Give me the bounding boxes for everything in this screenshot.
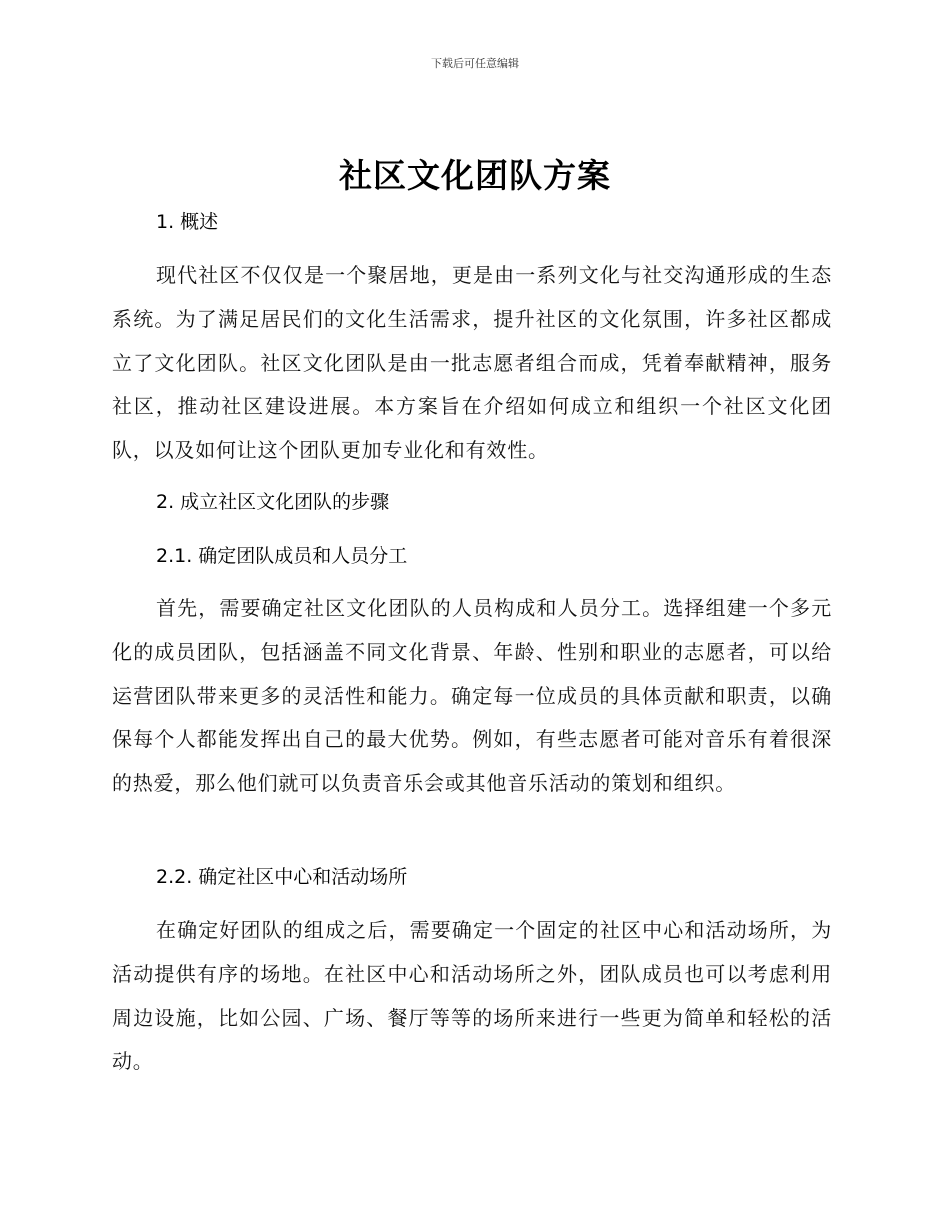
section-team-members-body (112, 587, 832, 806)
paragraph-venue: 在确定好团队的组成之后，需要确定一个固定的社区中心和活动场所，为活动提供有序的场地。在社区中心和活动场所之外，团队成员也可以考虑利用周边设施，比如公园、广场、餐厅等等的场所来进行一些更为简单和轻松的活动。 (112, 918, 832, 1074)
header-note: 下载后可任意编辑 (431, 57, 519, 70)
section-venue-body (112, 909, 832, 1084)
paragraph-team-members: 首先，需要确定社区文化团队的人员构成和人员分工。选择组建一个多元化的成员团队，包括涵盖不同文化背景、年龄、性别和职业的志愿者，可以给运营团队带来更多的灵活性和能力。确定每一位成员的具体贡献和职责，以确保每个人都能发挥出自己的最大优势。例如，有些志愿者可能对音乐有着很深的热爱，那么他们就可以负责音乐会或其他音乐活动的策划和组织。 (112, 596, 832, 796)
section-heading-team-members: 2.1. 确定团队成员和人员分工 (156, 545, 408, 567)
section-heading-steps: 2. 成立社区文化团队的步骤 (156, 491, 390, 513)
document-title: 社区文化团队方案 (339, 156, 611, 195)
section-overview-body (112, 254, 832, 473)
section-heading-venue: 2.2. 确定社区中心和活动场所 (156, 866, 408, 888)
section-heading-overview: 1. 概述 (156, 211, 219, 233)
paragraph-overview: 现代社区不仅仅是一个聚居地，更是由一系列文化与社交沟通形成的生态系统。为了满足居民们的文化生活需求，提升社区的文化氛围，许多社区都成立了文化团队。社区文化团队是由一批志愿者组合而成，凭着奉献精神，服务社区，推动社区建设进展。本方案旨在介绍如何成立和组织一个社区文化团队，以及如何让这个团队更加专业化和有效性。 (112, 263, 832, 463)
